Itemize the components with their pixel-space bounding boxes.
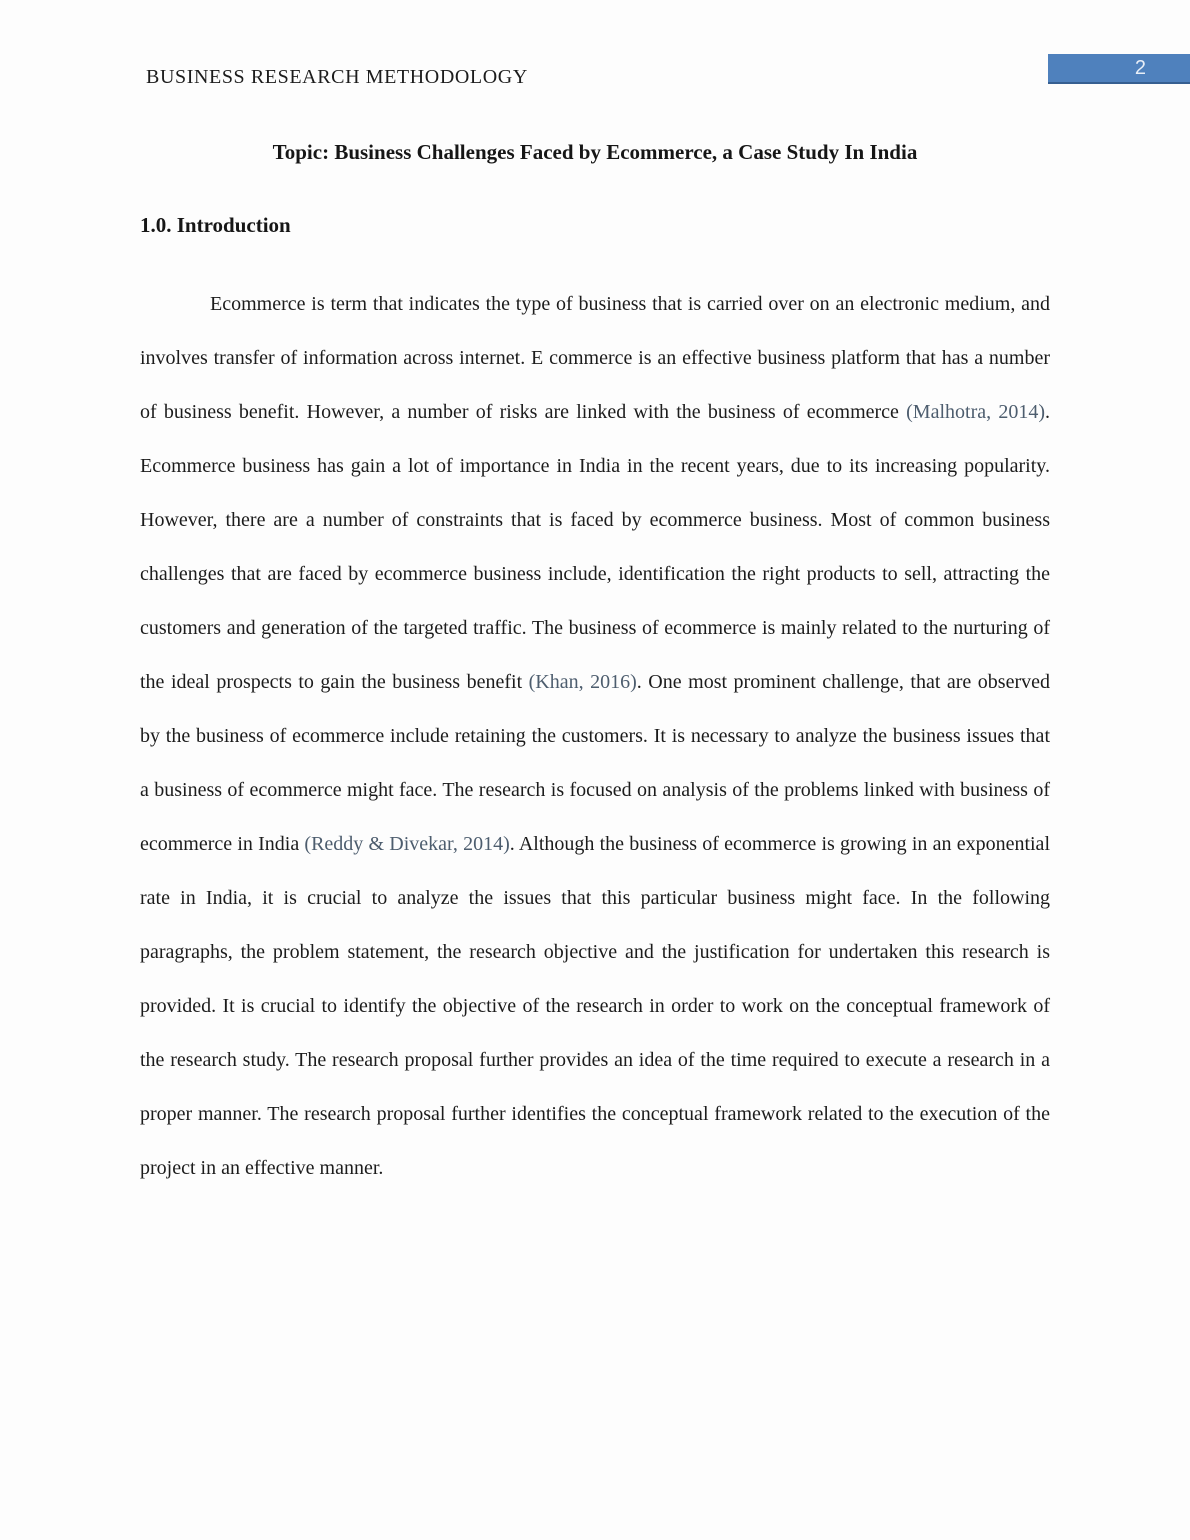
introduction-paragraph (140, 277, 1050, 1195)
paragraph-text: . One most prominent challenge, that are observed by the business of ecommerce include retaining the customers. It is necessary to analyze the business issues that a business of ecommerce might face. The research is focused on analysis of the problems linked with business of ecommerce in India (140, 671, 1050, 855)
running-head: BUSINESS RESEARCH METHODOLOGY (146, 66, 528, 88)
citation-text: (Khan, 2016) (528, 671, 637, 693)
citation-text: (Malhotra, 2014) (906, 401, 1045, 423)
paragraph-text: . Although the business of ecommerce is growing in an exponential rate in India, it is crucial to analyze the issues that this particular business might face. In the following paragraphs, the problem statement, the research objective and the justification for undertaken this research is provided. It is crucial to identify the objective of the research in order to work on the conceptual framework of the research study. The research proposal further provides an idea of the time required to execute a research in a proper manner. The research proposal further identifies the conceptual framework related to the execution of the project in an effective manner. (140, 833, 1050, 1179)
page-number: 2 (1134, 57, 1146, 79)
document-title: Topic: Business Challenges Faced by Ecommerce, a Case Study In India (272, 140, 918, 164)
paragraph-text: . Ecommerce business has gain a lot of importance in India in the recent years, due to its increasing popularity. However, there are a number of constraints that is faced by ecommerce business. Most of common business challenges that are faced by ecommerce business include, identification the right products to sell, attracting the customers and generation of the targeted traffic. The business of ecommerce is mainly related to the nurturing of the ideal prospects to gain the business benefit (140, 401, 1050, 693)
citation-text: (Reddy & Divekar, 2014) (304, 833, 510, 855)
section-heading: 1.0. Introduction (140, 213, 291, 237)
paragraph-text: Ecommerce is term that indicates the type of business that is carried over on an electronic medium, and involves transfer of information across internet. E commerce is an effective business platform that has a number of business benefit. However, a number of risks are linked with the business of ecommerce (140, 293, 1050, 423)
page-number-box (1048, 54, 1190, 84)
